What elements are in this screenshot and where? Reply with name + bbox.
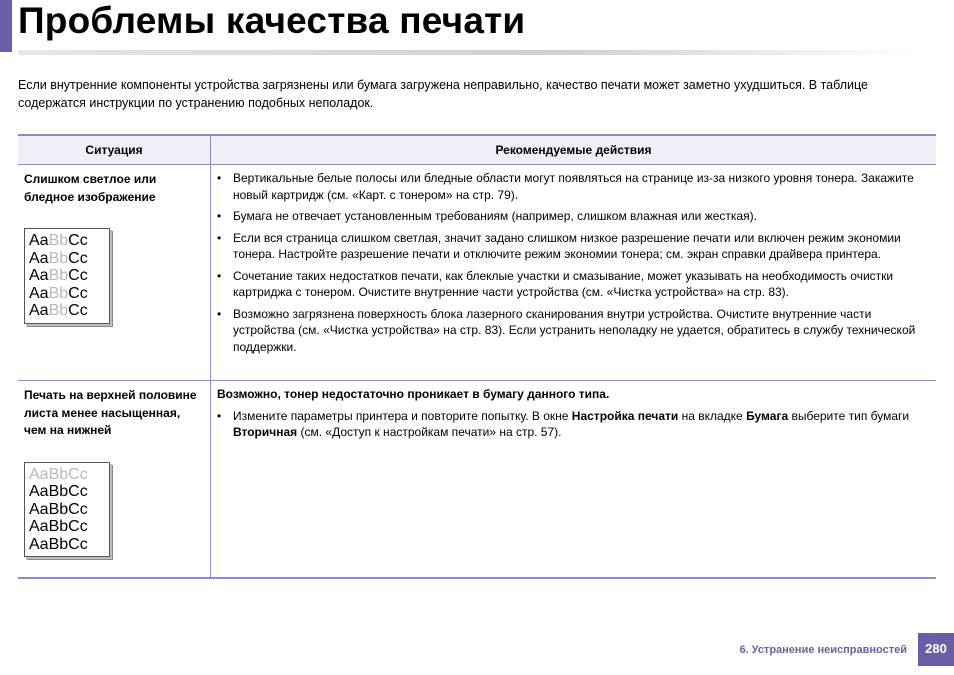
paper-tab-term: Бумага <box>746 408 789 423</box>
list-item: • Вертикальные белые полосы или бледные области могут появляться на странице из-за низкого уровня тонера. Закажите новый картридж (см. «Карт. с тонером» на стр. 79). <box>217 171 914 202</box>
list-item: • Бумага не отвечает установленным требованиям (например, слишком влажная или жесткая). <box>217 209 757 223</box>
table-row <box>18 165 936 381</box>
sample-line: AaBbCc <box>29 483 88 500</box>
uneven-print-sample <box>24 462 110 558</box>
intro-paragraph: Если внутренние компоненты устройства загрязнены или бумага загружена неправильно, качество печати может заметно ухудшиться. В таблице содержатся инструкции по устранению подобных неполадок. <box>18 78 868 110</box>
list-item: • Измените параметры принтера и повторите попытку. В окне Настройка печати на вкладке Бумага выберите тип бумаги Вторичная (см. «Доступ к настройкам печати» на стр. 57). <box>217 408 910 439</box>
actions-cell <box>211 165 937 381</box>
sample-line: AaBbCc <box>29 518 88 535</box>
sample-line: AaBbCc <box>29 500 88 518</box>
sample-line: AaBbCc <box>29 284 88 302</box>
sample-line: AaBbCc <box>29 535 88 553</box>
bullet-icon: • <box>217 408 222 423</box>
situation-label: Слишком светлое или бледное изображение <box>24 172 157 204</box>
page-number: 280 <box>918 633 954 666</box>
bullet-icon: • <box>217 230 222 245</box>
faded-print-sample <box>24 228 110 324</box>
situation-cell <box>18 165 211 381</box>
cause-statement: Возможно, тонер недостаточно проникает в бумагу данного типа. <box>217 387 610 401</box>
bullet-icon: • <box>217 268 222 283</box>
list-item: • Если вся страница слишком светлая, значит задано слишком низкое разрешение печати или включен режим экономии тонера. Настройте разрешение печати и отключите режим экономии тонера; см. экран справки драйвера принтера. <box>217 230 901 261</box>
troubleshooting-table <box>18 134 936 579</box>
bullet-icon: • <box>217 209 222 223</box>
actions-cell <box>211 381 937 579</box>
list-item: • Возможно загрязнена поверхность блока лазерного сканирования внутри устройства. Очистите внутренние части устройства (см. «Чистка устройства» на стр. 83). Если устранить неполадку не удается, обратитесь в службу технической поддержки. <box>217 306 916 354</box>
sample-line: AaBbCc <box>29 267 88 284</box>
page-title: Проблемы качества печати <box>18 0 526 41</box>
situation-label: Печать на верхней половине листа менее насыщенная, чем на нижней <box>24 388 197 437</box>
table-row <box>18 381 936 579</box>
title-divider <box>18 50 918 55</box>
title-accent-bar <box>0 0 12 52</box>
actions-list <box>217 408 930 441</box>
sample-line: AaBbCc <box>29 249 88 267</box>
actions-list <box>217 170 930 355</box>
sample-line: AaBbCc <box>29 232 88 249</box>
print-settings-term: Настройка печати <box>571 408 679 423</box>
sample-line: AaBbCc <box>29 302 88 319</box>
situation-cell <box>18 381 211 579</box>
bullet-icon: • <box>217 306 222 321</box>
sample-line: AaBbCc <box>29 465 88 483</box>
footer-chapter: 6. Устранение неисправностей <box>739 644 907 656</box>
bullet-icon: • <box>217 171 222 185</box>
recycled-paper-term: Вторичная <box>233 425 298 439</box>
list-item: • Сочетание таких недостатков печати, как блеклые участки и смазывание, может указывать на необходимость очистки картриджа с тонером. Очистите внутренние части устройства (см. «Чистка устройства» на стр. 83). <box>217 268 894 299</box>
header-situation: Ситуация <box>18 135 211 165</box>
header-actions: Рекомендуемые действия <box>211 135 937 165</box>
table-header-row <box>18 135 936 165</box>
